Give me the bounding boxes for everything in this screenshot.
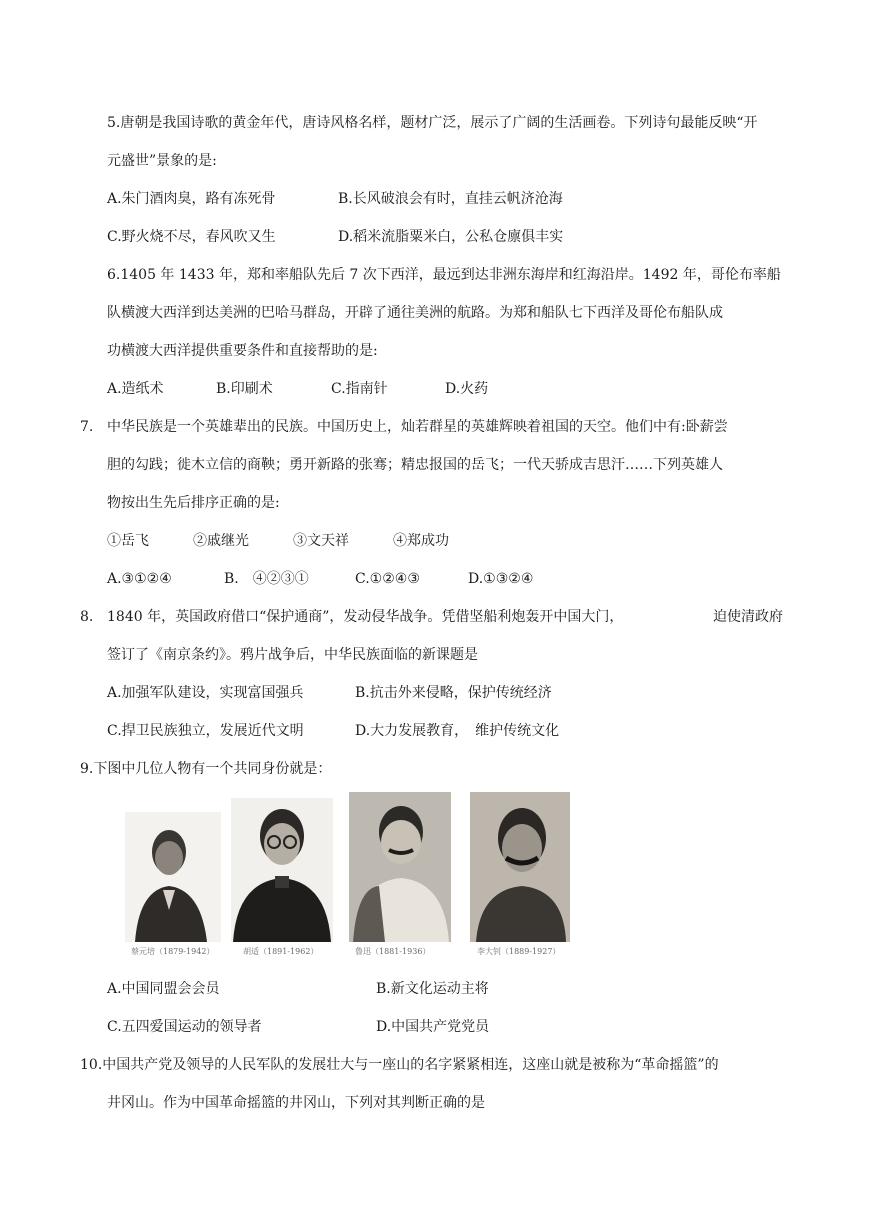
q8-option-c: C.捍卫民族独立，发展近代文明: [107, 723, 304, 739]
q6-option-d: D.火药: [445, 381, 489, 397]
portrait-strip: [125, 790, 575, 962]
q6-option-b: B.印刷术: [216, 381, 273, 397]
q7-option-d: D.①③②④: [468, 571, 534, 587]
q8-option-b: B.抗击外来侵略，保护传统经济: [355, 685, 552, 701]
portrait-2-image: [231, 798, 333, 942]
q7-option-b: B. ④②③①: [224, 571, 309, 587]
q7-stem-line3: 物按出生先后排序正确的是:: [107, 495, 280, 511]
q8-option-d: D.大力发展教育， 维护传统文化: [355, 723, 560, 739]
q6-option-a: A.造纸术: [107, 381, 164, 397]
portrait-caption-2: 胡适（1891-1962）: [243, 947, 319, 956]
portrait-hu-shi: [231, 798, 333, 942]
q8-number: 8.: [80, 609, 94, 625]
q6-stem-line3: 功横渡大西洋提供重要条件和直接帮助的是:: [107, 343, 378, 359]
q8-stem-line2: 签订了《南京条约》。鸦片战争后，中华民族面临的新课题是: [107, 647, 478, 663]
portrait-4-image: [470, 792, 570, 942]
q8-stem-line1b: 迫使清政府: [713, 609, 783, 625]
q7-number: 7.: [80, 419, 94, 435]
q7-item-2: ②戚继光: [193, 533, 249, 549]
q5-option-d: D.稻米流脂粟米白，公私仓廪俱丰实: [338, 229, 564, 245]
q7-stem-line1: 中华民族是一个英雄辈出的民族。中国历史上，灿若群星的英雄辉映着祖国的天空。他们中有:卧薪尝: [107, 419, 728, 435]
q7-item-1: ①岳飞: [107, 533, 149, 549]
q5-option-b: B.长风破浪会有时，直挂云帆济沧海: [338, 191, 563, 207]
portrait-li-dazhao: [470, 792, 570, 942]
q7-item-4: ④郑成功: [393, 533, 449, 549]
portrait-cai-yuanpei: [125, 812, 221, 942]
q9-stem-line1: 9.下图中几位人物有一个共同身份就是：: [80, 761, 332, 777]
q5-option-c: C.野火烧不尽，春风吹又生: [107, 229, 276, 245]
q9-option-b: B.新文化运动主将: [376, 981, 489, 997]
q6-option-c: C.指南针: [331, 381, 388, 397]
portrait-lu-xun: [349, 792, 451, 942]
portrait-caption-4: 李大钊（1889-1927）: [477, 947, 561, 956]
q8-stem-line1a: 1840 年，英国政府借口“保护通商”，发动侵华战争。凭借坚船利炮轰开中国大门，: [107, 609, 624, 625]
q7-option-c: C.①②④③: [355, 571, 420, 587]
portrait-3-image: [349, 792, 451, 942]
q7-option-a: A.③①②④: [107, 571, 172, 587]
q5-stem-line2: 元盛世”景象的是:: [107, 153, 217, 169]
q8-option-a: A.加强军队建设，实现富国强兵: [107, 685, 304, 701]
q10-stem-line2: 井冈山。作为中国革命摇篮的井冈山，下列对其判断正确的是: [107, 1095, 485, 1111]
q9-option-d: D.中国共产党党员: [376, 1019, 490, 1035]
q7-item-3: ③文天祥: [293, 533, 349, 549]
q6-stem-line1: 6.1405 年 1433 年，郑和率船队先后 7 次下西洋，最远到达非洲东海岸和红海沿岸。1492 年，哥伦布率船: [107, 267, 781, 283]
q10-stem-line1: 10.中国共产党及领导的人民军队的发展壮大与一座山的名字紧紧相连，这座山就是被称为“革命摇篮”的: [80, 1057, 719, 1073]
portrait-caption-3: 鲁迅（1881-1936）: [355, 947, 431, 956]
portrait-caption-1: 蔡元培（1879-1942）: [131, 947, 215, 956]
portrait-1-image: [125, 812, 221, 942]
q7-stem-line2: 胆的勾践；徙木立信的商鞅；勇开新路的张骞；精忠报国的岳飞；一代天骄成吉思汗……下列英雄人: [107, 457, 723, 473]
q5-stem-line1: 5.唐朝是我国诗歌的黄金年代，唐诗风格名样，题材广泛，展示了广阔的生活画卷。下列诗句最能反映“开: [107, 115, 758, 131]
q6-stem-line2: 队横渡大西洋到达美洲的巴哈马群岛，开辟了通往美洲的航路。为郑和船队七下西洋及哥伦布船队成: [107, 305, 723, 321]
q5-option-a: A.朱门酒肉臭，路有冻死骨: [107, 191, 276, 207]
q9-option-c: C.五四爱国运动的领导者: [107, 1019, 262, 1035]
q9-option-a: A.中国同盟会会员: [107, 981, 220, 997]
